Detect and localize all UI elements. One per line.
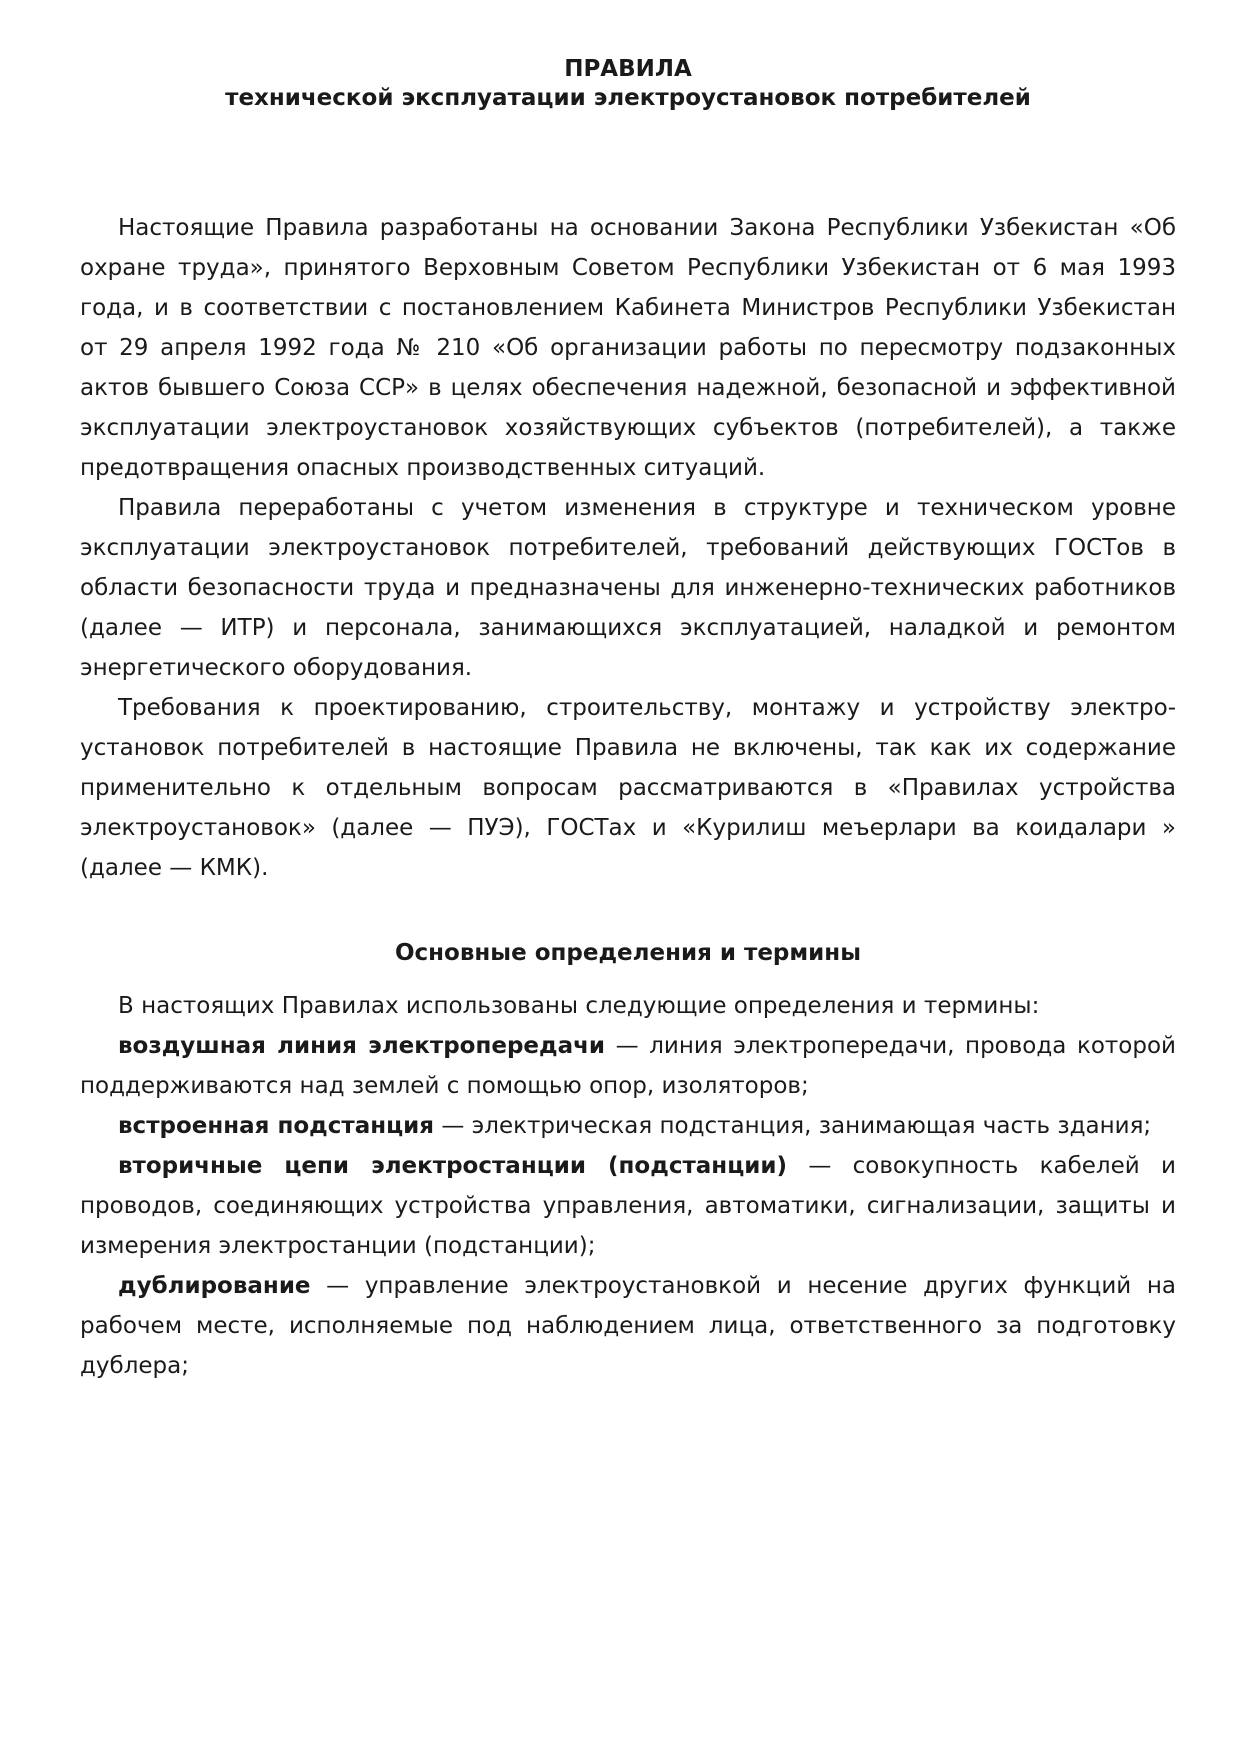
- definition-term: дублирование: [118, 1273, 311, 1299]
- intro-section: [80, 208, 1176, 888]
- document-title: [80, 55, 1176, 113]
- title-line-2: технической эксплуатации электроустановок потребителей: [225, 85, 1031, 111]
- definition-item: [80, 1146, 1176, 1266]
- definitions-section: [80, 986, 1176, 1386]
- intro-paragraph-3: Требования к проектированию, строительству, монтажу и устройству электроустановок потребителей в настоящие Правила не включены, так как их содержание применительно к отдельным вопросам рассматриваются в «Правилах устройства электроустановок» (далее — ПУЭ), ГОСТах и «Курилиш меъерлари ва коидалари » (далее — КМК).: [80, 695, 1176, 881]
- definition-term: вторичные цепи электростанции (подстанции): [118, 1153, 787, 1179]
- definitions-lead: В настоящих Правилах использованы следующие определения и термины:: [118, 993, 1040, 1019]
- definition-text: — управление электроустановкой и несение других функций на рабочем месте, исполняемые под наблюдением лица, ответственного за подготовку дублера;: [80, 1273, 1176, 1379]
- document-page: [80, 55, 1176, 1386]
- title-line-1: ПРАВИЛА: [564, 56, 692, 82]
- definition-text: — линия электропередачи, провода которой поддерживаются над землей с помощью опор, изоляторов;: [80, 1033, 1176, 1099]
- definition-text: — совокупность кабелей и проводов, соединяющих устройства управления, автоматики, сигнализации, защиты и измерения электростанции (подстанции);: [80, 1153, 1176, 1259]
- definition-term: воздушная линия электропередачи: [118, 1033, 606, 1059]
- definition-item: [80, 1106, 1176, 1146]
- intro-paragraph-2: Правила переработаны с учетом изменения в структуре и техническом уровне эксплуатации электроустановок потребителей, требований действующих ГОСТов в области безопасности труда и предназначены для инженерно-технических работников (далее — ИТР) и персонала, занимающихся эксплуатацией, наладкой и ремонтом энергетического оборудования.: [80, 495, 1176, 681]
- definitions-heading: Основные определения и термины: [394, 940, 861, 966]
- definition-item: [80, 1266, 1176, 1386]
- definition-text: — электрическая подстанция, занимающая часть здания;: [434, 1113, 1152, 1139]
- definition-item: [80, 1026, 1176, 1106]
- definition-term: встроенная подстанция: [118, 1113, 435, 1139]
- intro-paragraph-1: Настоящие Правила разработаны на основании Закона Республики Узбекистан «Об охране труда», принятого Верховным Советом Республики Узбекистан от 6 мая 1993 года, и в соответствии с постановлением Кабинета Министров Республики Узбекистан от 29 апреля 1992 года № 210 «Об организации работы по пересмотру подзаконных актов бывшего Союза ССР» в целях обеспечения надежной, безопасной и эффективной эксплуатации электроустановок хозяйствующих субъектов (потребителей), а также предотвращения опасных производственных ситуаций.: [80, 215, 1176, 481]
